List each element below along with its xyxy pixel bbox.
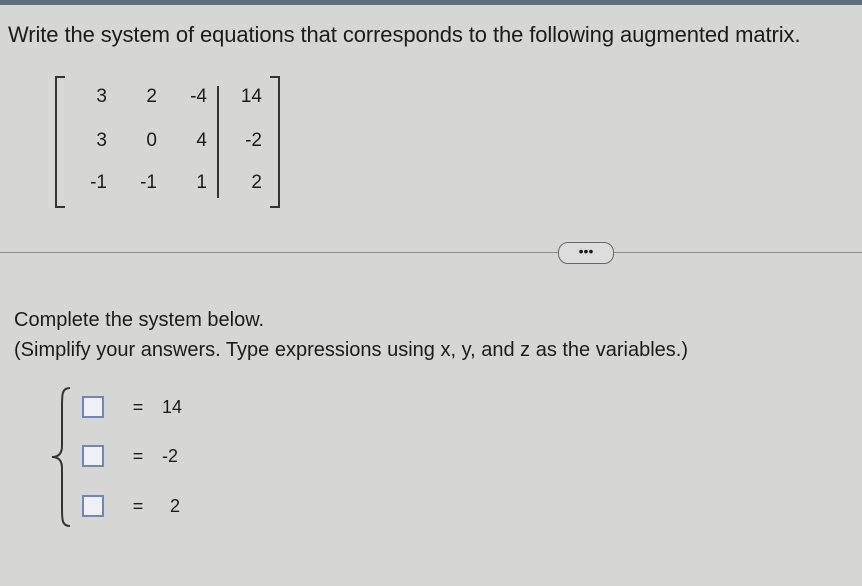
- equation-row-1: [82, 392, 182, 422]
- system-brace: [50, 386, 74, 528]
- instructions-line-1: Complete the system below.: [14, 309, 265, 331]
- matrix-right-bracket: [270, 76, 280, 208]
- matrix-left-bracket: [55, 76, 65, 208]
- matrix-cell: 4: [196, 130, 207, 151]
- question-text: Write the system of equations that corresponds to the following augmented matrix.: [8, 22, 801, 47]
- equation-2-answer-box[interactable]: [82, 445, 104, 467]
- equation-1-rhs: 14: [162, 396, 183, 417]
- equals-sign: =: [132, 495, 144, 516]
- matrix-cell: 1: [196, 172, 207, 193]
- matrix-cell: -2: [245, 130, 262, 151]
- matrix-cell: 2: [146, 86, 157, 107]
- top-strip: [0, 0, 862, 5]
- instructions: [14, 305, 688, 365]
- matrix-cell: 0: [146, 130, 157, 151]
- augmented-matrix: [55, 76, 280, 206]
- equation-1-answer-box[interactable]: [82, 396, 104, 418]
- equation-2-rhs: -2: [162, 445, 179, 466]
- equals-sign: =: [132, 445, 144, 466]
- instructions-line-2: (Simplify your answers. Type expressions using x, y, and z as the variables.): [14, 339, 688, 361]
- equation-row-3: [82, 491, 180, 521]
- more-button[interactable]: •••: [558, 242, 614, 264]
- matrix-cell: -1: [90, 172, 107, 193]
- section-divider: [0, 252, 862, 253]
- matrix-cell: 2: [251, 172, 262, 193]
- matrix-cell: 3: [96, 130, 107, 151]
- matrix-cell: 3: [96, 86, 107, 107]
- equals-sign: =: [132, 396, 144, 417]
- augmentation-line: [217, 86, 219, 198]
- matrix-cell: 14: [240, 86, 262, 107]
- matrix-cell: -1: [140, 172, 157, 193]
- equation-3-answer-box[interactable]: [82, 495, 104, 517]
- equation-3-rhs: 2: [170, 495, 181, 516]
- equation-row-2: [82, 441, 178, 471]
- matrix-cell: -4: [190, 86, 207, 107]
